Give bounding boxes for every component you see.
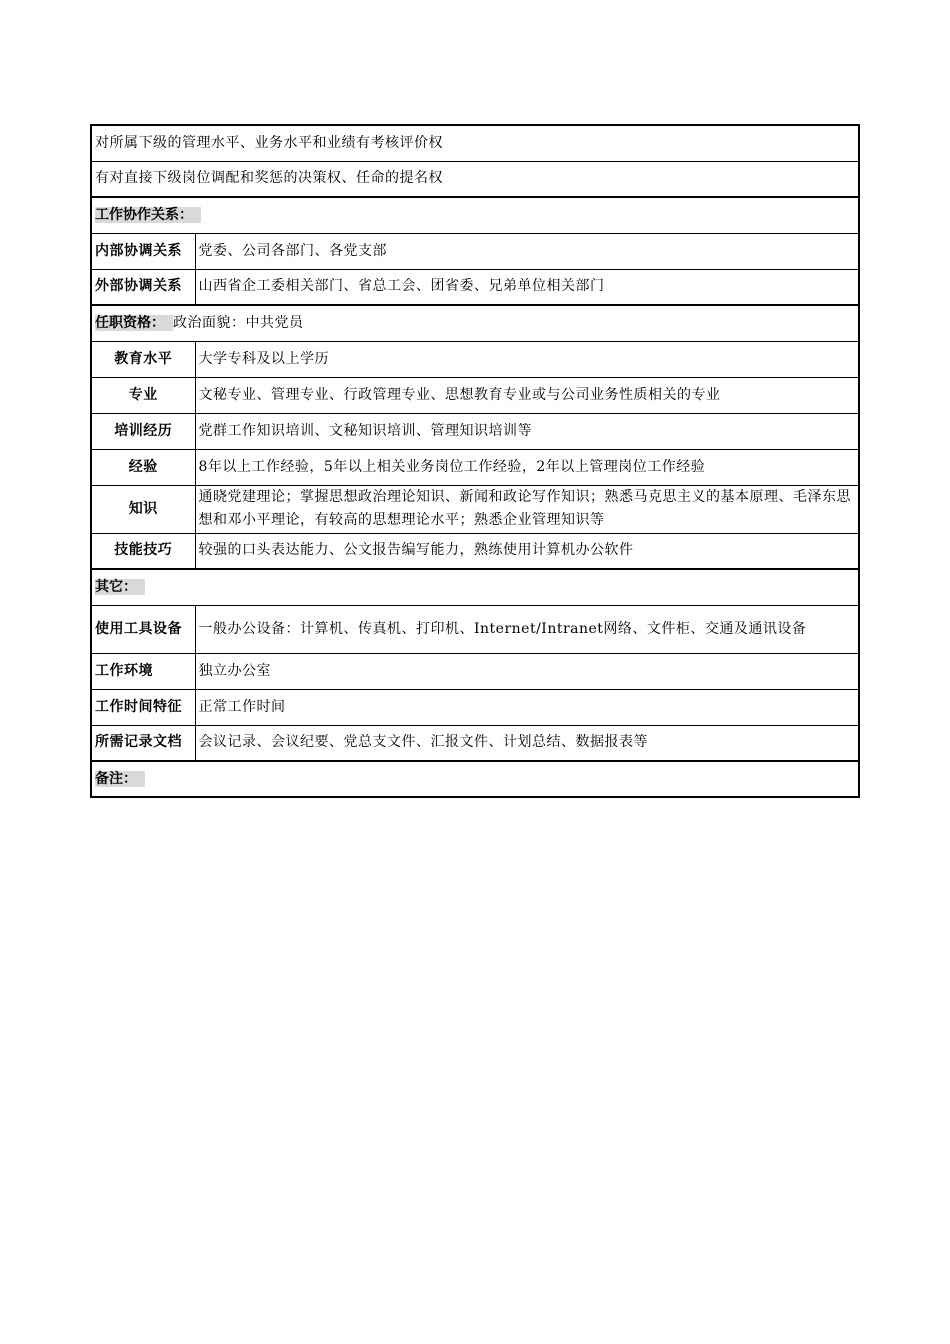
section-header-row [91, 305, 859, 341]
section-header-row [91, 761, 859, 797]
row-label: 培训经历 [91, 413, 195, 449]
row-value: 大学专科及以上学历 [195, 341, 859, 377]
section-heading: 其它： [95, 579, 145, 595]
section-heading: 任职资格： [95, 315, 173, 331]
section-header-row [91, 197, 859, 233]
row-label: 教育水平 [91, 341, 195, 377]
row-value: 一般办公设备：计算机、传真机、打印机、Internet/Intranet网络、文件柜、交通及通讯设备 [195, 605, 859, 653]
table-row [91, 725, 859, 761]
row-label: 工作环境 [91, 653, 195, 689]
cooperation-section-header [91, 197, 859, 233]
row-label: 专业 [91, 377, 195, 413]
section-heading: 工作协作关系： [95, 207, 201, 223]
table-row [91, 413, 859, 449]
row-label: 经验 [91, 449, 195, 485]
row-value: 会议记录、会议纪要、党总支文件、汇报文件、计划总结、数据报表等 [195, 725, 859, 761]
table-row [91, 689, 859, 725]
row-label: 工作时间特征 [91, 689, 195, 725]
table-row [91, 485, 859, 533]
row-value: 党委、公司各部门、各党支部 [195, 233, 859, 269]
table-row [91, 605, 859, 653]
job-description-table [90, 124, 860, 798]
section-header-row [91, 569, 859, 605]
remarks-section-header [91, 761, 859, 797]
row-label: 知识 [91, 485, 195, 533]
row-value: 党群工作知识培训、文秘知识培训、管理知识培训等 [195, 413, 859, 449]
section-heading: 备注： [95, 771, 145, 787]
table-row [91, 269, 859, 305]
table-row [91, 533, 859, 569]
table-row [91, 341, 859, 377]
other-section-header [91, 569, 859, 605]
table-row [91, 377, 859, 413]
row-label: 所需记录文档 [91, 725, 195, 761]
table-row [91, 653, 859, 689]
table-row [91, 449, 859, 485]
row-value: 较强的口头表达能力、公文报告编写能力，熟练使用计算机办公软件 [195, 533, 859, 569]
political-status-text: 政治面貌：中共党员 [173, 314, 304, 331]
authority-text: 对所属下级的管理水平、业务水平和业绩有考核评价权 [91, 125, 859, 161]
row-value: 文秘专业、管理专业、行政管理专业、思想教育专业或与公司业务性质相关的专业 [195, 377, 859, 413]
row-label: 外部协调关系 [91, 269, 195, 305]
row-label: 技能技巧 [91, 533, 195, 569]
authority-text: 有对直接下级岗位调配和奖惩的决策权、任命的提名权 [91, 161, 859, 197]
row-value: 独立办公室 [195, 653, 859, 689]
row-value: 正常工作时间 [195, 689, 859, 725]
table-row [91, 161, 859, 197]
table-row [91, 125, 859, 161]
row-label: 内部协调关系 [91, 233, 195, 269]
table-row [91, 233, 859, 269]
row-value: 通晓党建理论；掌握思想政治理论知识、新闻和政论写作知识；熟悉马克思主义的基本原理、毛泽东思想和邓小平理论，有较高的思想理论水平；熟悉企业管理知识等 [195, 485, 859, 533]
row-value: 山西省企工委相关部门、省总工会、团省委、兄弟单位相关部门 [195, 269, 859, 305]
row-value: 8年以上工作经验，5年以上相关业务岗位工作经验，2年以上管理岗位工作经验 [195, 449, 859, 485]
row-label: 使用工具设备 [91, 605, 195, 653]
qualifications-section-header [91, 305, 859, 341]
